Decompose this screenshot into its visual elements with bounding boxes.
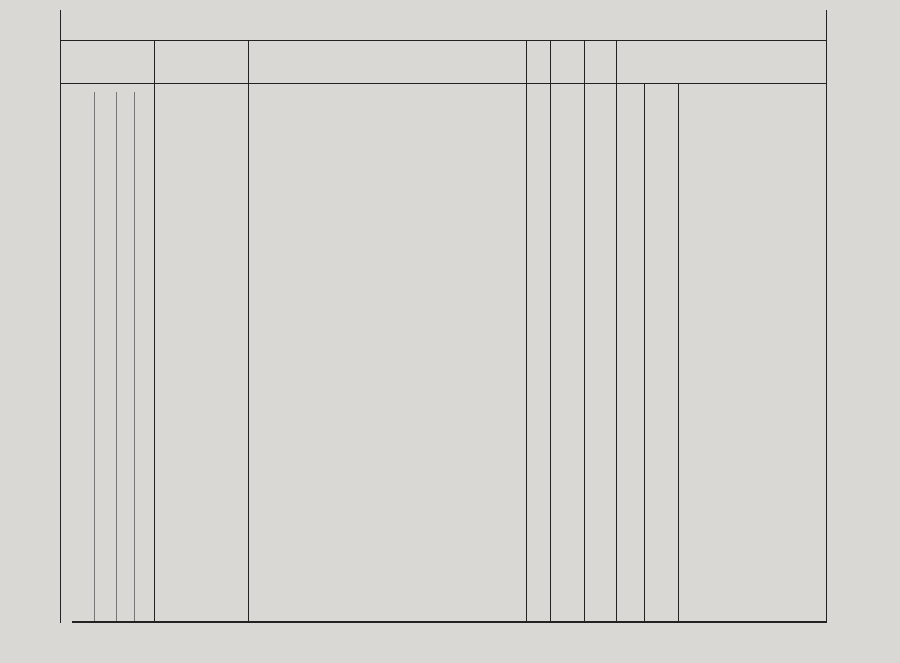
document-title <box>260 135 550 147</box>
table-sheet <box>60 10 830 623</box>
bottom-rule <box>72 621 826 623</box>
left-border <box>60 10 61 623</box>
header-rule <box>60 83 826 84</box>
top-rule <box>60 40 826 41</box>
right-border <box>826 10 827 623</box>
